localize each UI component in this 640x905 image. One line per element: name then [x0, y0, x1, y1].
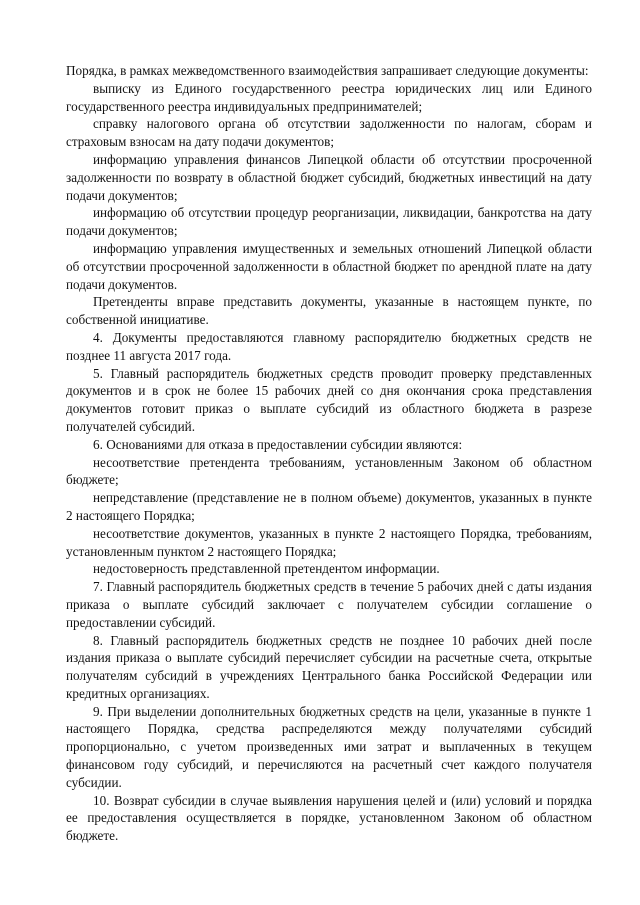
paragraph-request-documents: Порядка, в рамках межведомственного взаимодействия запрашивает следующие документы: — [66, 63, 589, 78]
paragraph-item-6: 6. Основаниями для отказа в предоставлении субсидии являются: — [93, 436, 463, 452]
paragraph-refusal-reason-1: несоответствие претендента требованиям, установленным Законом об областном бюджете; — [66, 454, 592, 488]
paragraph-refusal-reason-2: непредставление (представление не в полном объеме) документов, указанных в пункте 2 настоящего Порядка; — [66, 490, 592, 523]
paragraph-item-9: 9. При выделении дополнительных бюджетных средств на цели, указанные в пункте 1 настоящего Порядка, средства распределяются между получателями субсидий пропорционально, с учетом произведенных ими затрат и выплаченных в текущем финансовом году субсидий, и перечисляются на расчетный счет каждого получателя субсидии. — [66, 703, 592, 790]
paragraph-finance-info: информацию управления финансов Липецкой области об отсутствии просроченной задолженности по возврату в областной бюджет субсидий, бюджетных инвестиций на дату подачи документов; — [66, 151, 592, 203]
paragraph-refusal-reason-3: несоответствие документов, указанных в пункте 2 настоящего Порядка, требованиям, установленным пунктом 2 настоящего Порядка; — [66, 525, 592, 559]
paragraph-reorganization-info: информацию об отсутствии процедур реорганизации, ликвидации, банкротства на дату подачи документов; — [66, 205, 592, 239]
document-page — [66, 62, 592, 845]
paragraph-item-7: 7. Главный распорядитель бюджетных средств в течение 5 рабочих дней с даты издания приказа о выплате субсидий заключает с получателем субсидии соглашение о предоставлении субсидий. — [66, 579, 592, 630]
paragraph-item-4: 4. Документы предоставляются главному распорядителю бюджетных средств не позднее 11 августа 2017 года. — [66, 329, 592, 363]
paragraph-item-8: 8. Главный распорядитель бюджетных средств не позднее 10 рабочих дней после издания приказа о выплате субсидий перечисляет субсидии на расчетные счета, открытые получателям субсидий в учреждениях Центрального банка Российской Федерации или кредитных организациях. — [66, 632, 592, 701]
paragraph-own-initiative: Претенденты вправе представить документы, указанные в настоящем пункте, по собственной инициативе. — [66, 294, 592, 328]
paragraph-item-10: 10. Возврат субсидии в случае выявления нарушения целей и (или) условий и порядка ее предоставления осуществляется в порядке, установленном Законом об областном бюджете. — [66, 792, 592, 844]
paragraph-item-5: 5. Главный распорядитель бюджетных средств проводит проверку представленных документов и в срок не более 15 рабочих дней со дня окончания срока представления документов готовит приказ о выплате субсидий из областного бюджета в разрезе получателей субсидий. — [66, 365, 592, 434]
paragraph-property-info: информацию управления имущественных и земельных отношений Липецкой области об отсутствии просроченной задолженности в областной бюджет по арендной плате на дату подачи документов. — [66, 240, 592, 292]
paragraph-registry-extract: выписку из Единого государственного реестра юридических лиц или Единого государственного реестра индивидуальных предпринимателей; — [66, 80, 592, 114]
paragraph-refusal-reason-4: недостоверность представленной претендентом информации. — [93, 561, 440, 577]
paragraph-tax-certificate: справку налогового органа об отсутствии задолженности по налогам, сборам и страховым взносам на дату подачи документов; — [66, 116, 592, 150]
